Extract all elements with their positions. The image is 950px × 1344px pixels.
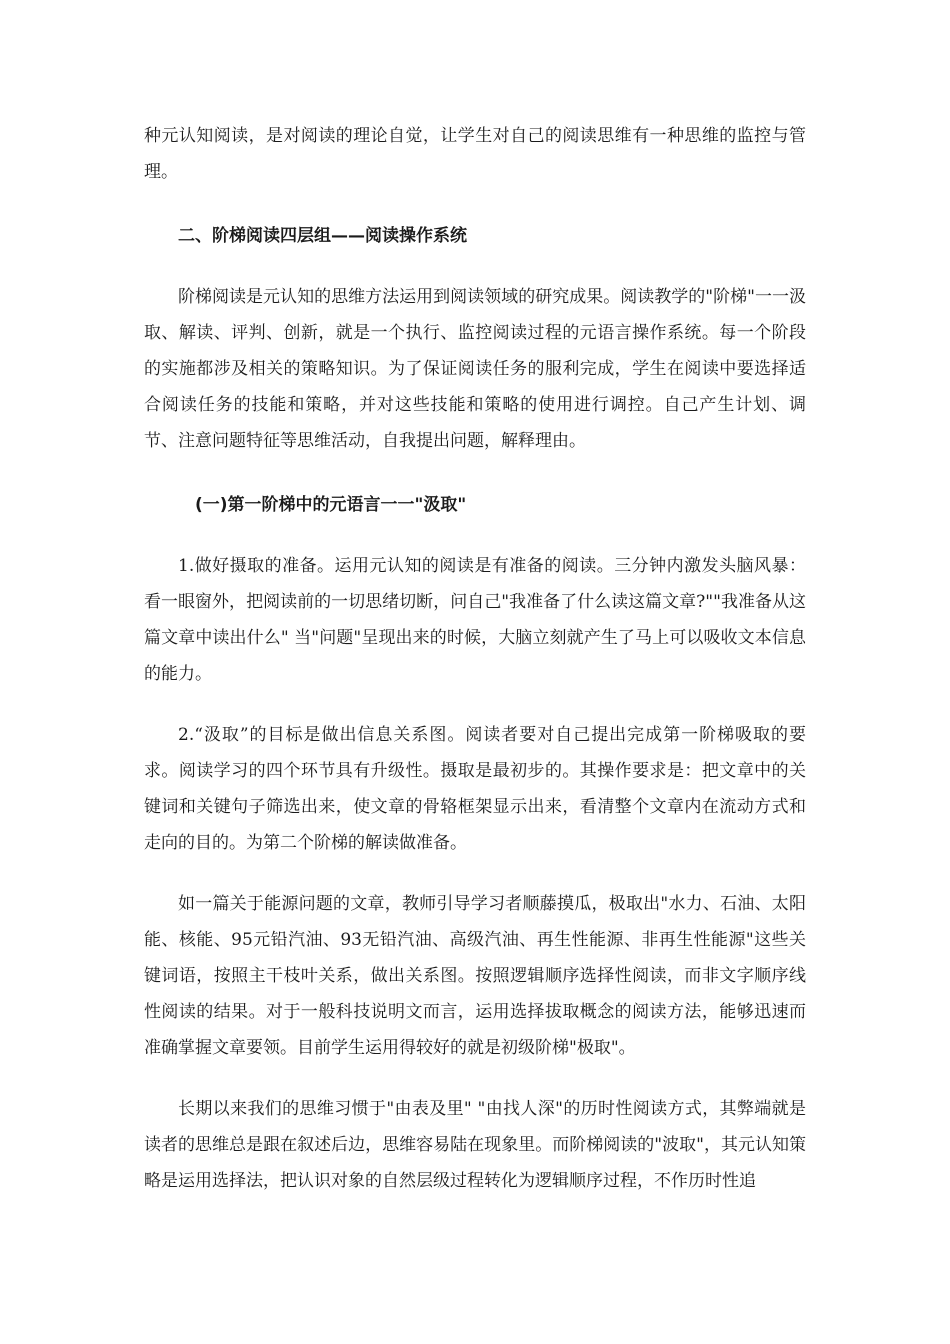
document-body: [144, 118, 806, 1199]
paragraph-ladder-reading: 阶梯阅读是元认知的思维方法运用到阅读领域的研究成果。阅读教学的"阶梯"一一汲取、解读、评判、创新，就是一个执行、监控阅读过程的元语言操作系统。每一个阶段的实施都涉及相关的策略知识。为了保证阅读任务的服利完成，学生在阅读中要选择适合阅读任务的技能和策略，并对这些技能和策略的使用进行调控。自己产生计划、调节、注意问题特征等思维活动，自我提出问题，解释理由。: [144, 287, 806, 451]
paragraph-energy-example: 如一篇关于能源问题的文章，教师引导学习者顺藤摸瓜，极取出"水力、石油、太阳能、核能、95元铅汽油、93无铅汽油、高级汽油、再生性能源、非再生性能源"这些关键词语，按照主干枝叶关系，做出关系图。按照逻辑顺序选择性阅读，而非文字顺序线性阅读的结果。对于一般科技说明文而言，运用选择拔取概念的阅读方法，能够迅速而准确掌握文章要领。目前学生运用得较好的就是初级阶梯"极取"。: [144, 894, 806, 1058]
paragraph-thinking-habits: 长期以来我们的思维习惯于"由表及里" "由找人深"的历时性阅读方式，其弊端就是读者的思维总是跟在叙述后边，思维容易陆在现象里。而阶梯阅读的"波取"，其元认知策略是运用选择法，把认识对象的自然层级过程转化为逻辑顺序过程，不作历时性追: [144, 1099, 806, 1191]
subsection-heading: (一)第一阶梯中的元语言一一"汲取": [195, 495, 467, 515]
section-heading: 二、阶梯阅读四层组——阅读操作系统: [178, 226, 467, 246]
paragraph-continuation: 种元认知阅读，是对阅读的理论自觉，让学生对自己的阅读思维有一种思维的监控与管理。: [144, 126, 806, 182]
paragraph-point-2: 2.“汲取”的目标是做出信息关系图。阅读者要对自己提出完成第一阶梯吸取的要求。阅读学习的四个环节具有升级性。摄取是最初步的。其操作要求是：把文章中的关键词和关键句子筛选出来，使文章的骨辂框架显示出来，看清整个文章内在流动方式和走向的目的。为第二个阶梯的解读做准备。: [144, 725, 806, 853]
paragraph-point-1: 1.做好摄取的准备。运用元认知的阅读是有准备的阅读。三分钟内激发头脑风暴：看一眼窗外，把阅读前的一切思绪切断，问自己"我准备了什么读这篇文章?""我准备从这篇文章中读出什么" 当"问题"呈现出来的时候，大脑立刻就产生了马上可以吸收文本信息的能力。: [144, 556, 806, 684]
